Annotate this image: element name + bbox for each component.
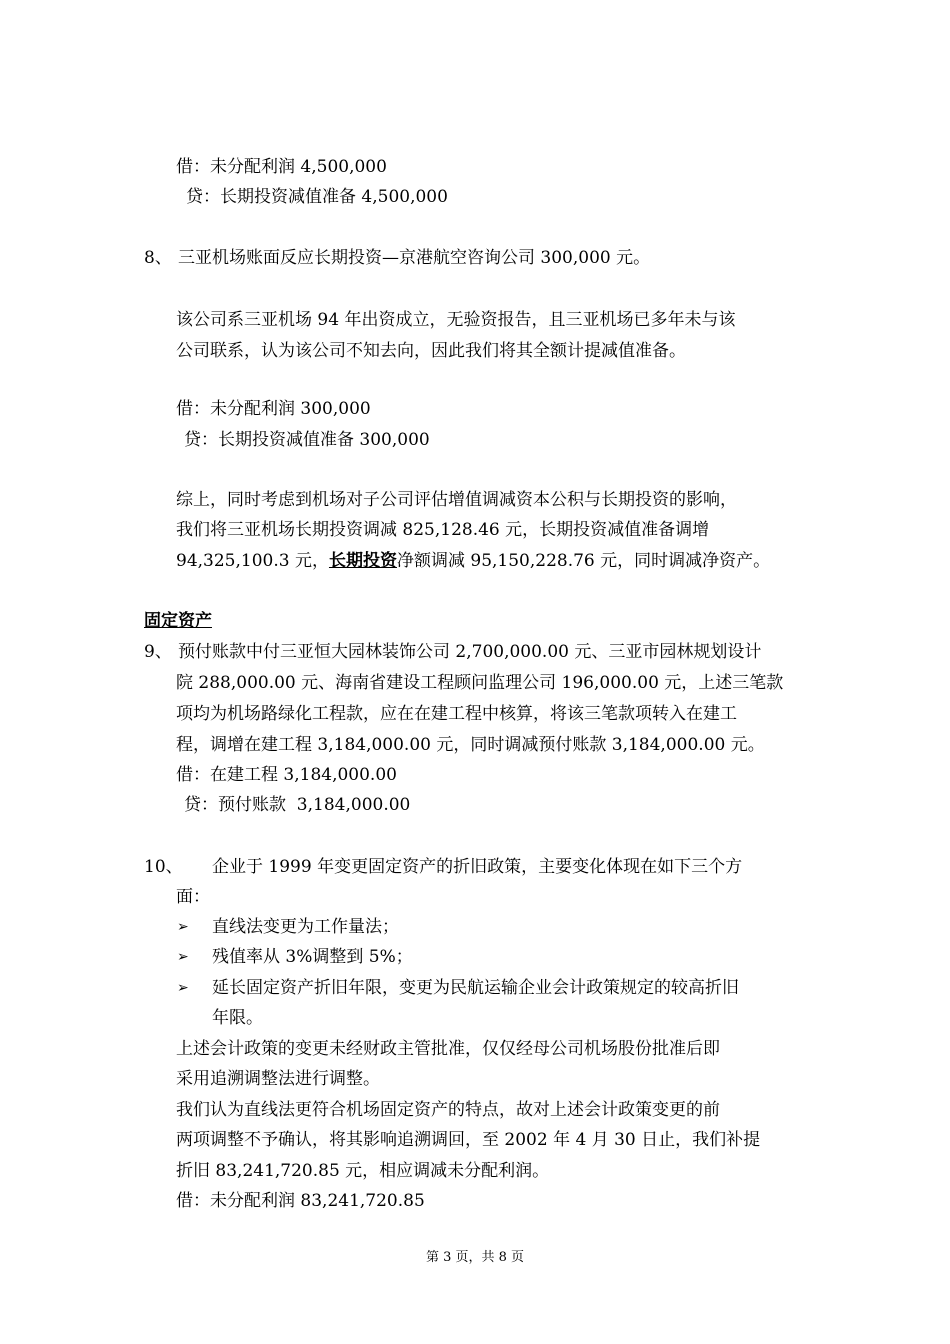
bullet-item: 年限。	[212, 1008, 263, 1028]
journal-credit-line: 贷：长期投资减值准备 300,000	[184, 430, 430, 450]
journal-debit-line: 借：未分配利润 4,500,000	[176, 157, 387, 177]
summary-text: 94,325,100.3 元，	[176, 551, 329, 571]
journal-debit-line: 借：未分配利润 300,000	[176, 399, 371, 419]
bullet-arrow-icon: ➢	[177, 949, 189, 965]
bullet-item: 直线法变更为工作量法；	[212, 917, 399, 937]
page-footer: 第 3 页，共 8 页	[425, 1250, 525, 1265]
section-heading-fixed-assets: 固定资产	[144, 611, 212, 631]
item-text-line: 程，调增在建工程 3,184,000.00 元，同时调减预付账款 3,184,000.00 元。	[176, 735, 765, 755]
paragraph-line: 采用追溯调整法进行调整。	[176, 1069, 380, 1089]
paragraph-line: 公司联系，认为该公司不知去向，因此我们将其全额计提减值准备。	[176, 341, 686, 361]
summary-line: 我们将三亚机场长期投资调减 825,128.46 元，长期投资减值准备调增	[176, 520, 710, 540]
journal-debit-line: 借：未分配利润 83,241,720.85	[176, 1191, 425, 1211]
item-number: 9、	[144, 642, 172, 662]
item-text-line: 面：	[176, 887, 210, 907]
bullet-item: 延长固定资产折旧年限，变更为民航运输企业会计政策规定的较高折旧	[212, 978, 739, 998]
paragraph-line: 上述会计政策的变更未经财政主管批准，仅仅经母公司机场股份批准后即	[176, 1039, 720, 1059]
bullet-arrow-icon: ➢	[177, 919, 189, 935]
long-term-investment-link[interactable]: 长期投资	[328, 551, 397, 571]
item-text-line: 企业于 1999 年变更固定资产的折旧政策，主要变化体现在如下三个方	[212, 857, 743, 877]
bullet-arrow-icon: ➢	[177, 980, 189, 996]
paragraph-line: 该公司系三亚机场 94 年出资成立，无验资报告，且三亚机场已多年未与该	[176, 310, 736, 330]
paragraph-line: 折旧 83,241,720.85 元，相应调减未分配利润。	[176, 1161, 550, 1181]
paragraph-line: 我们认为直线法更符合机场固定资产的特点，故对上述会计政策变更的前	[176, 1100, 720, 1120]
item-number: 8、	[144, 248, 172, 268]
journal-credit-line: 贷：预付账款 3,184,000.00	[184, 795, 411, 815]
item-text-line: 预付账款中付三亚恒大园林装饰公司 2,700,000.00 元、三亚市园林规划设计	[178, 642, 762, 662]
summary-text: 净额调减 95,150,228.76 元，同时调减净资产。	[396, 551, 771, 571]
item-number: 10、	[144, 857, 183, 877]
summary-line: 综上，同时考虑到机场对子公司评估增值调减资本公积与长期投资的影响，	[176, 490, 737, 510]
item-text: 三亚机场账面反应长期投资—京港航空咨询公司 300,000 元。	[178, 248, 651, 268]
item-text-line: 项均为机场路绿化工程款，应在在建工程中核算，将该三笔款项转入在建工	[176, 704, 737, 724]
bullet-item: 残值率从 3%调整到 5%；	[212, 947, 413, 967]
item-text-line: 院 288,000.00 元、海南省建设工程顾问监理公司 196,000.00 元，上述三笔款	[176, 673, 784, 693]
summary-line	[176, 550, 770, 572]
paragraph-line: 两项调整不予确认，将其影响追溯调回，至 2002 年 4 月 30 日止，我们补提	[176, 1130, 761, 1150]
journal-debit-line: 借：在建工程 3,184,000.00	[176, 765, 397, 785]
journal-credit-line: 贷：长期投资减值准备 4,500,000	[186, 187, 448, 207]
